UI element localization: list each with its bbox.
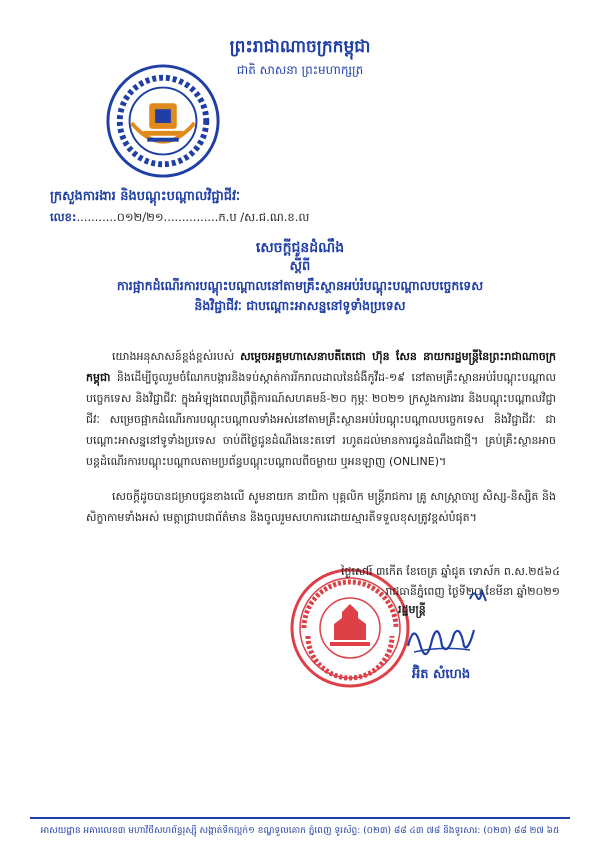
- reference-value: ...........០១២/២១...............ក.ប: [76, 210, 237, 224]
- national-motto: ជាតិ សាសនា ព្រះមហាក្សត្រ: [236, 63, 364, 77]
- p1-rest: និងដើម្បីចូលរួមចំណែកបង្ការនិងទប់ស្កាត់ការរីករាលដាលនៃជំងឺកូវីដ-១៩ នៅតាមគ្រឹះស្ថានអប់រំបណ្តុះបណ្តាលបច្ចេកទេស និងវិជ្ជាជីវៈ ក្នុងអំឡុងពេលព្រឹត្តិការណ៍សហគមន៍-២០ កុម្ភៈ ២០២១ ក្រសួងការងារ និងបណ្តុះបណ្តាលវិជ្ជាជីវៈ សម្រេចផ្អាកដំណើរការបណ្តុះបណ្តាលទាំងអស់នៅតាមគ្រឹះស្ថានអប់រំបណ្តុះបណ្តាលបច្ចេកទេស និងវិជ្ជាជីវៈ ជាបណ្តោះអាសន្ននៅទូទាំងប្រទេស ចាប់ពីថ្ងៃជូនដំណឹងនេះតទៅ រហូតដល់មានការជូនដំណឹងជាថ្មី។ គ្រប់គ្រឹះស្ថានអាចបន្តដំណើរការបណ្តុះបណ្តាលតាមប្រព័ន្ធបណ្តុះបណ្តាលពីចម្ងាយ ឬអនឡាញ (ONLINE)។: [86, 371, 556, 468]
- signature-icon: [404, 616, 478, 660]
- reference-number: [50, 210, 309, 227]
- body-paragraph-1: [86, 346, 556, 472]
- solar-date: រាជធានីភ្នំពេញ ថ្ងៃទី២០ ខែមីនា ឆ្នាំ២០២១: [385, 585, 560, 598]
- p1-bold: សម្តេចអគ្គមហាសេនាបតីតេជោ ហ៊ុន សែន នាយករដ្ឋមន្ត្រីនៃព្រះរាជាណាចក្រកម្ពុជា: [86, 350, 556, 384]
- subject-line-1: ការផ្អាកដំណើរការបណ្តុះបណ្តាលនៅតាមគ្រឹះស្ថានអប់រំបណ្តុះបណ្តាលបច្ចេកទេស: [116, 278, 484, 293]
- minister-name: អ៊ិត សំហេង: [412, 667, 471, 682]
- footer-divider: [30, 817, 570, 819]
- lunar-date: ថ្ងៃសៅរ៍ ៣កើត ខែចេត្រ ឆ្នាំជូត ទោស័ក ព.ស.២៥៦៤: [341, 565, 560, 578]
- ministry-name: ក្រសួងការងារ និងបណ្តុះបណ្តាលវិជ្ជាជីវៈ: [50, 189, 241, 204]
- p1-lead: យោងអនុសាសន៍ខ្ពង់ខ្ពស់របស់: [112, 350, 241, 363]
- body-paragraph-2: សេចក្តីដូចបានជម្រាបជូនខាងលើ សូមនាយក នាយិកា បុគ្គលិក មន្ត្រីរាជការ គ្រូ សាស្ត្រាចារ្យ សិស្ស-និស្សិត និងសិក្ខាកាមទាំងអស់ មេត្តាជ្រាបជាព័ត៌មាន និងចូលរួមសហការដោយស្មារតីទទួលខុសត្រូវខ្ពស់បំផុត។: [86, 490, 556, 524]
- kingdom-heading: ព្រះរាជាណាចក្រកម្ពុជា: [229, 37, 371, 57]
- initial-mark-icon: [468, 585, 490, 605]
- subject-line-2: និងវិជ្ជាជីវៈ ជាបណ្តោះអាសន្ននៅទូទាំងប្រទេស: [194, 298, 406, 313]
- notice-body: [86, 346, 556, 542]
- minister-title: រដ្ឋមន្ត្រី: [398, 603, 426, 616]
- reference-suffix: /ស.ជ.ណ.ខ.ល: [240, 210, 310, 224]
- footer-address: អាសយដ្ឋាន អគារលេខ៣ មហាវិថីសហព័ន្ធរុស្ស៊ី សង្កាត់ទឹកល្អក់១ ខណ្ឌទួលគោក ភ្នំពេញ ទូរស័ព្ទ: (០២៣) ៨៨ ៤៣ ៧៨ និងទូរសារ: (០២៣) ៨៨ ២៧ ៦៥: [40, 826, 560, 836]
- reference-label: លេខ:: [50, 210, 77, 224]
- about-label: ស្តីពី: [289, 259, 311, 274]
- notice-title: សេចក្តីជូនដំណឹង: [255, 240, 345, 256]
- ministry-emblem-icon: [104, 62, 222, 180]
